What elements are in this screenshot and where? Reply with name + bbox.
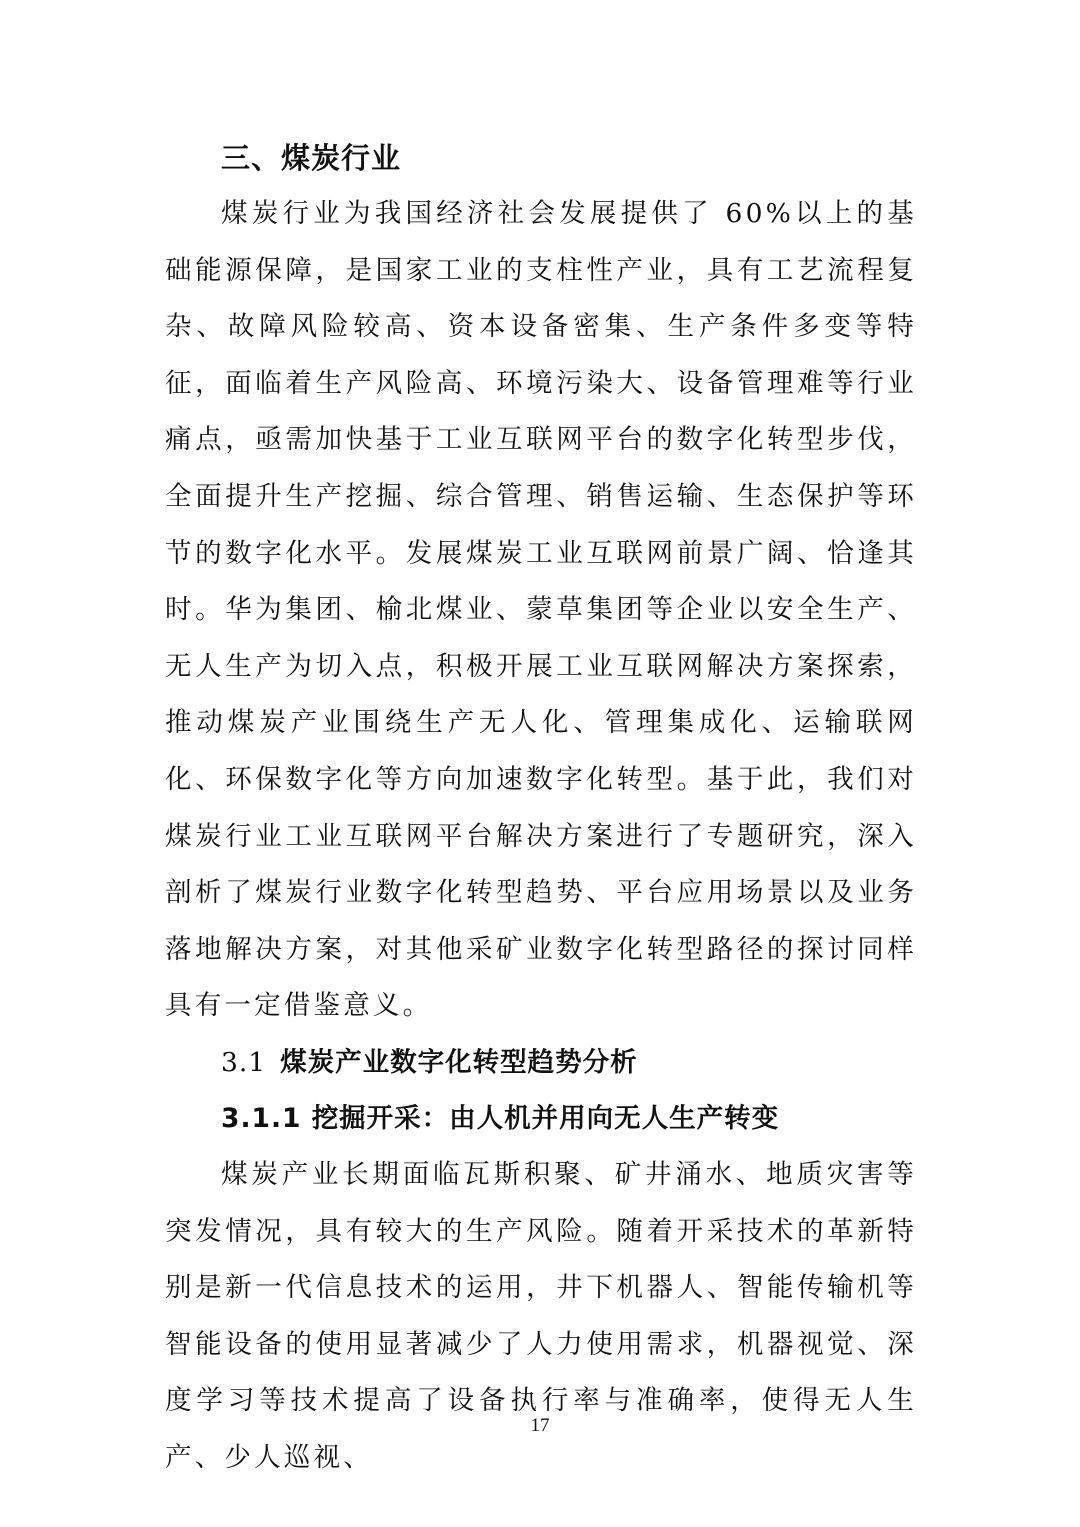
section-intro-paragraph: 煤炭行业为我国经济社会发展提供了 60%以上的基础能源保障，是国家工业的支柱性产业，具有工艺流程复杂、故障风险较高、资本设备密集、生产条件多变等特征，面临着生产风险高、环境污染大、设备管理难等行业痛点，亟需加快基于工业互联网平台的数字化转型步伐，全面提升生产挖掘、综合管理、销售运输、生态保护等环节的数字化水平。发展煤炭工业互联网前景广阔、恰逢其时。华为集团、榆北煤业、蒙草集团等企业以安全生产、无人生产为切入点，积极开展工业互联网解决方案探索，推动煤炭产业围绕生产无人化、管理集成化、运输联网化、环保数字化等方向加速数字化转型。基于此，我们对煤炭行业工业互联网平台解决方案进行了专题研究，深入剖析了煤炭行业数字化转型趋势、平台应用场景以及业务落地解决方案，对其他采矿业数字化转型路径的探讨同样具有一定借鉴意义。 [165,198,917,1022]
subsubsection-number: 3.1.1 [221,1102,302,1134]
subsubsection-body-paragraph: 煤炭产业长期面临瓦斯积聚、矿井涌水、地质灾害等突发情况，具有较大的生产风险。随着开采技术的革新特别是新一代信息技术的运用，井下机器人、智能传输机等智能设备的使用显著减少了人力使用需求，机器视觉、深度学习等技术提高了设备执行率与准确率，使得无人生产、少人巡视、 [165,1158,917,1473]
subsubsection-title: 挖掘开采：由人机并用向无人生产转变 [311,1102,780,1134]
subsection-heading [165,1035,917,1091]
section-heading: 三、煤炭行业 [221,141,402,175]
subsection-title: 煤炭产业数字化转型趋势分析 [280,1046,638,1078]
page-content [165,130,917,1486]
subsubsection-heading [165,1091,917,1147]
subsection-number: 3.1 [221,1046,267,1078]
page-number: 17 [530,1415,550,1436]
